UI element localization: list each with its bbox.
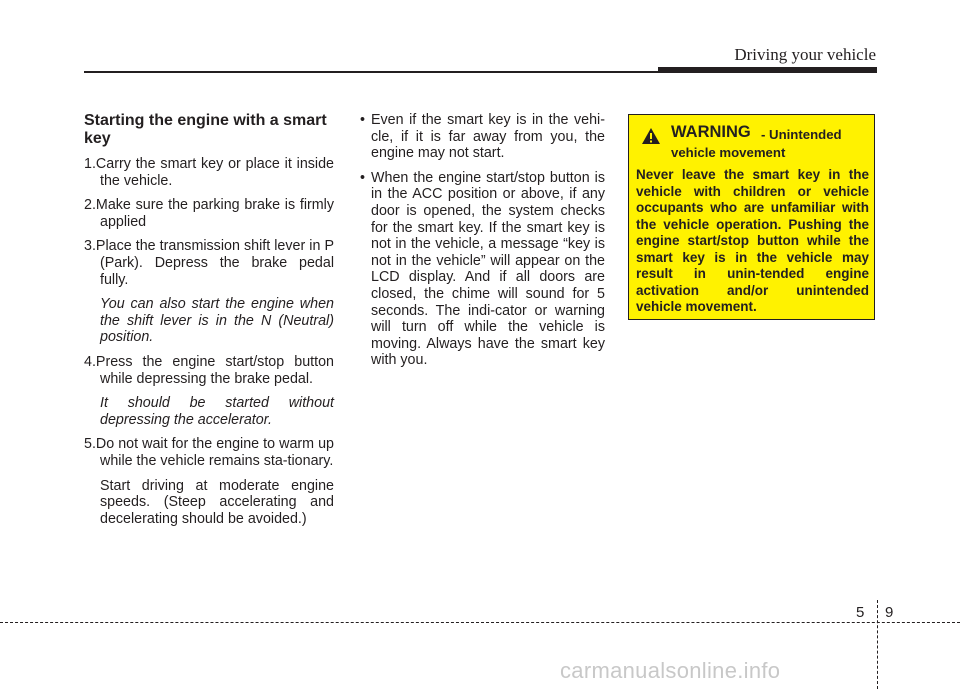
warning-body: Never leave the smart key in the vehicle with children or vehicle occupants who are unfamiliar with the vehicle operation. Pushing the engine start/stop button while the smart key is in the vehicle may result in unin-tended engine activation and/or unintended vehicle movement. — [636, 167, 869, 314]
bullet-text: When the engine start/stop button is in the ACC position or above, if any door is opened, the system checks for the smart key. If the smart key is not in the vehicle, a message “key is not in the vehicle” will appear on the LCD display. And if all doors are closed, the chime will sound for 5 seconds. The indi-cator or warning will turn off while the vehicle is moving. Always have the smart key with you. — [371, 169, 605, 369]
step-5: 5.Do not wait for the engine to warm up while the vehicle remains sta-tionary. — [84, 436, 334, 469]
bullet-item — [355, 170, 605, 369]
bullet-icon: • — [360, 169, 366, 186]
note-neutral-start: You can also start the engine when the shift lever is in the N (Neutral) position. — [100, 296, 334, 346]
header-rule-bold — [658, 67, 877, 73]
note-accelerator: It should be started without depressing the accelerator. — [100, 395, 334, 428]
section-heading: Starting the engine with a smart key — [84, 112, 327, 147]
warning-subtitle: - Unintended — [761, 127, 842, 142]
footer-rule — [0, 622, 960, 623]
step-5-detail: Start driving at moderate engine speeds. (Steep accelerating and decelerating should be avoided.) — [100, 477, 334, 527]
watermark: carmanualsonline.info — [560, 658, 781, 683]
step-3: 3.Place the transmission shift lever in P (Park). Depress the brake pedal fully. — [84, 238, 334, 288]
footer-divider — [877, 600, 878, 689]
section-title: Driving your vehicle — [734, 45, 876, 64]
bullet-icon: • — [360, 112, 366, 128]
bullet-item — [355, 112, 605, 162]
header-rule — [84, 71, 684, 73]
step-2: 2.Make sure the parking brake is firmly applied — [84, 197, 334, 230]
step-4: 4.Press the engine start/stop button while depressing the brake pedal. — [84, 353, 334, 387]
warning-subtitle-line2: vehicle movement — [671, 145, 786, 160]
page-number: 9 — [885, 604, 894, 621]
warning-triangle-icon — [641, 127, 661, 150]
warning-title: WARNING — [671, 123, 751, 141]
bullet-text: Even if the smart key is in the vehi-cle, if it is far away from you, the engine may not start. — [371, 112, 605, 162]
left-column — [84, 112, 334, 527]
step-1: 1.Carry the smart key or place it inside the vehicle. — [84, 156, 334, 189]
warning-box — [628, 114, 875, 320]
middle-column — [355, 112, 605, 377]
chapter-number: 5 — [856, 604, 865, 621]
